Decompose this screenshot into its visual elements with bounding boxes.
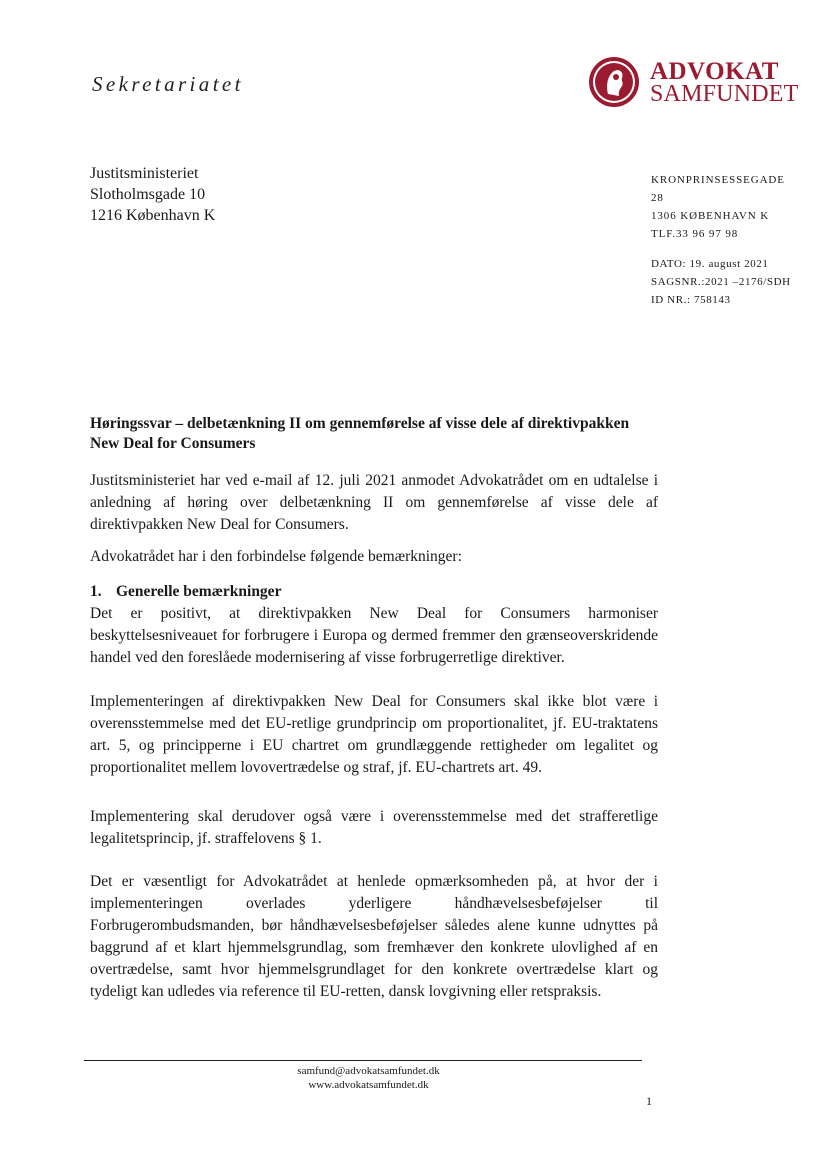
- sender-line: 28: [651, 192, 664, 204]
- letter-meta: [651, 255, 791, 309]
- body-paragraph: Implementering skal derudover også være i overensstemmelse med det strafferetlige legalitetsprincip, jf. straffelovens § 1.: [90, 808, 658, 847]
- footer-email: samfund@advokatsamfundet.dk: [297, 1065, 440, 1077]
- sender-line: TLF.33 96 97 98: [651, 228, 739, 240]
- body-paragraph: Det er væsentligt for Advokatrådet at henlede opmærksomheden på, at hvor der i implementeringen overlades yderligere håndhævelsesbeføjelser til Forbrugerombudsmanden, bør håndhævelsesbeføjelser således alene kunne udnyttes på baggrund af et klart hjemmelsgrundlag, som fremhæver den konkrete ulovlighed af en overtrædelse, samt hvor hjemmelsgrundlaget for den konkrete overtrædelse klart og tydeligt kan udledes via reference til EU-retten, dansk lovgivning eller retspraksis.: [90, 873, 658, 1000]
- seal-icon: [588, 56, 640, 108]
- sender-line: 1306 KØBENHAVN K: [651, 210, 770, 222]
- section-heading: [90, 582, 281, 602]
- sender-line: KRONPRINSESSEGADE: [651, 174, 785, 186]
- id-number-line: ID NR.: 758143: [651, 294, 731, 306]
- date-line: DATO: 19. august 2021: [651, 258, 769, 270]
- sender-address: [651, 171, 785, 243]
- case-number-line: SAGSNR.:2021 –2176/SDH: [651, 276, 791, 288]
- footer-divider: [84, 1060, 642, 1061]
- advokatsamfundet-logo: [588, 56, 810, 108]
- section-title: Generelle bemærkninger: [116, 583, 282, 600]
- logo-line-samfundet: SAMFUNDET: [650, 81, 799, 107]
- recipient-line: 1216 København K: [90, 207, 216, 224]
- section-number: 1.: [90, 583, 102, 600]
- recipient-line: Slotholmsgade 10: [90, 186, 206, 203]
- footer: [0, 1064, 827, 1092]
- department-name: Sekretariatet: [92, 72, 244, 96]
- page-number: 1: [646, 1094, 652, 1108]
- subject-heading: Høringssvar – delbetænkning II om gennemførelse af visse dele af direktivpakken New Deal for Consumers: [90, 415, 630, 452]
- logo-line-advokat: ADVOKAT: [650, 58, 779, 85]
- body-paragraph: Det er positivt, at direktivpakken New Deal for Consumers harmoniser beskyttelsesniveauet for forbrugere i Europa og dermed fremmer den grænseoverskridende handel ved den foreslåede modernisering af visse forbrugerretlige direktiver.: [90, 605, 658, 666]
- intro-paragraph: Justitsministeriet har ved e-mail af 12. juli 2021 anmodet Advokatrådet om en udtalelse i anledning af høring over delbetænkning II om gennemførelse af visse dele af direktivpakken New Deal for Consumers.: [90, 472, 658, 533]
- remarks-paragraph: Advokatrådet har i den forbindelse følgende bemærkninger:: [90, 548, 462, 565]
- recipient-address: [90, 163, 215, 226]
- recipient-line: Justitsministeriet: [90, 165, 199, 182]
- body-paragraph: Implementeringen af direktivpakken New Deal for Consumers skal ikke blot være i overensstemmelse med det EU-retlige grundprincip om proportionalitet, jf. EU-traktatens art. 5, og principperne i EU chartret om grundlæggende rettigheder om legalitet og proportionalitet mellem lovovertrædelse og straf, jf. EU-chartrets art. 49.: [90, 693, 658, 776]
- footer-website: www.advokatsamfundet.dk: [308, 1079, 429, 1091]
